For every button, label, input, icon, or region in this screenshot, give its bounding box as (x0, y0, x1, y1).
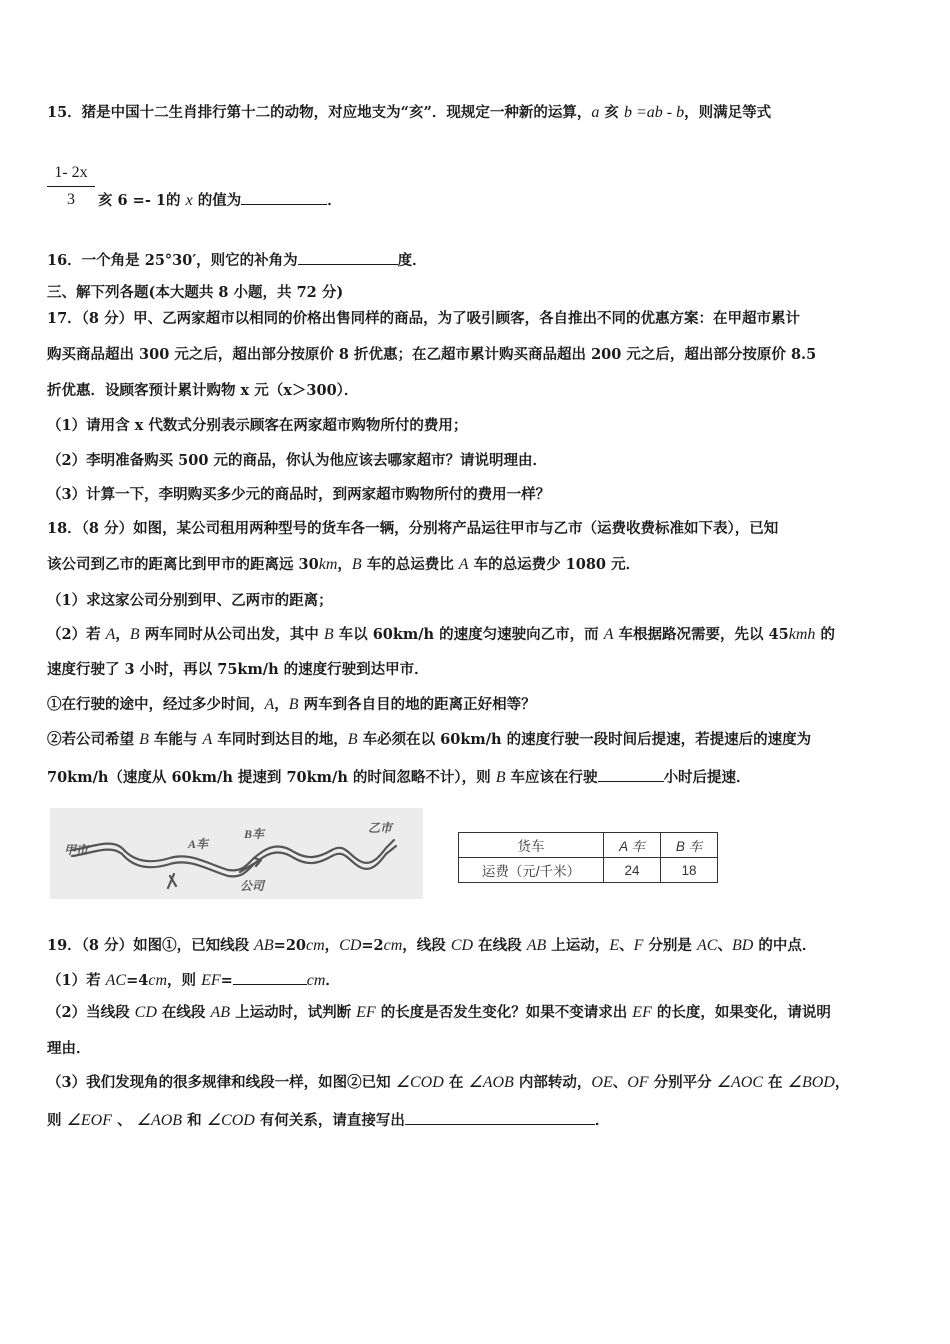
section-heading: 三、解下列各题(本大题共 8 小题，共 72 分) (47, 284, 344, 301)
q19-part3-line1: （3）我们发现角的很多规律和线段一样，如图②已知 ∠COD 在 ∠AOB 内部转动，OE、OF 分别平分 ∠AOC 在 ∠BOD， (47, 1074, 850, 1091)
route-map-figure (50, 808, 423, 899)
q15-var-a: a (591, 104, 600, 121)
table-header-row (459, 833, 718, 858)
header-cell: B 车 (661, 833, 718, 858)
q18-part2-line1: （2）若 A，B 两车同时从公司出发，其中 B 车以 60km/h 的速度匀速驶向乙市，而 A 车根据路况需要，先以 45kmh 的 (47, 626, 835, 643)
label-company: 公司 (240, 879, 265, 893)
table-cell: 运费（元/千米） (459, 858, 604, 883)
label-a-car: A车 (188, 837, 209, 851)
q17-intro-line2: 购买商品超出 300 元之后，超出部分按原价 8 折优惠；在乙超市累计购买商品超出 200 元之后，超出部分按原价 8.5 (47, 346, 817, 363)
q18-line1: 18．（8 分）如图，某公司租用两种型号的货车各一辆，分别将产品运往甲市与乙市（运费收费标准如下表），已知 (47, 520, 779, 537)
q18-part1: （1）求这家公司分别到甲、乙两市的距离； (47, 592, 333, 609)
q16-answer-blank[interactable] (298, 250, 398, 265)
header-cell: A 车 (604, 833, 661, 858)
q15-op-hai: 亥 (604, 104, 619, 121)
q18-sub1: ①在行驶的途中，经过多少时间，A，B 两车到各自目的地的距离正好相等？ (47, 696, 536, 713)
table-row (459, 858, 718, 883)
label-b-car: B车 (244, 827, 265, 841)
q19-part2-line2: 理由． (47, 1040, 91, 1057)
fraction-denominator: 3 (67, 191, 75, 208)
q17-part1: （1）请用含 x 代数式分别表示顾客在两家超市购物所付的费用； (47, 417, 468, 434)
q17-part2: （2）李明准备购买 500 元的商品，你认为他应该去哪家超市？请说明理由． (47, 452, 547, 469)
q19-part1: （1）若 AC=4cm，则 EF= cm． (47, 972, 340, 989)
q19-relation-blank[interactable] (405, 1110, 595, 1125)
route-map-drawing (50, 808, 423, 899)
q15-equation: 亥 6 =- 1 (98, 192, 166, 209)
q15-answer-blank[interactable] (241, 190, 327, 205)
q15-fraction (47, 164, 95, 209)
q17-intro-line3: 折优惠．设顾客预计累计购物 x 元（x＞300）． (47, 382, 359, 399)
q17-intro-line1: 17．（8 分）甲、乙两家超市以相同的价格出售同样的商品，为了吸引顾客，各自推出不同的优惠方案：在甲超市累计 (47, 310, 801, 327)
freight-fee-table (458, 832, 718, 883)
fraction-numerator: 1- 2x (47, 164, 95, 187)
table-cell: 24 (604, 858, 661, 883)
q15-line2: 亥 6 =- 1的 x 的值为 ． (98, 192, 342, 209)
q17-part3: （3）计算一下，李明购买多少元的商品时，到两家超市购物所付的费用一样？ (47, 486, 551, 503)
q15-var-b: b (623, 104, 632, 121)
q15-line1: 15．猪是中国十二生肖排行第十二的动物，对应地支为“亥”．现规定一种新的运算，a 亥 b =ab - b，则满足等式 (47, 104, 772, 121)
table-cell: 18 (661, 858, 718, 883)
tree-mark (168, 874, 176, 888)
label-yi-city: 乙市 (368, 821, 393, 835)
q19-part2-line1: （2）当线段 CD 在线段 AB 上运动时，试判断 EF 的长度是否发生变化？如果不变请求出 EF 的长度，如果变化，请说明 (47, 1004, 831, 1021)
q16-line: 16．一个角是 25°30′，则它的补角为 度． (47, 252, 427, 269)
header-cell: 货车 (459, 833, 604, 858)
q19-part3-line2: 则 ∠EOF 、 ∠AOB 和 ∠COD 有何关系，请直接写出 ． (47, 1112, 610, 1129)
q18-answer-blank[interactable] (598, 767, 664, 782)
q15-expr: =ab - b (631, 104, 685, 121)
label-jia-city: 甲市 (64, 843, 89, 857)
q19-line1: 19．（8 分）如图①，已知线段 AB=20cm，CD=2cm，线段 CD 在线段 AB 上运动，E、F 分别是 AC、BD 的中点． (47, 937, 817, 954)
q18-line2: 该公司到乙市的距离比到甲市的距离远 30km，B 车的总运费比 A 车的总运费少 1080 元． (47, 556, 641, 573)
q19-answer-blank[interactable] (233, 970, 307, 985)
q18-sub2-line1: ②若公司希望 B 车能与 A 车同时到达目的地，B 车必须在以 60km/h 的速度行驶一段时间后提速，若提速后的速度为 (47, 731, 812, 748)
q18-part2-line2: 速度行驶了 3 小时，再以 75km/h 的速度行驶到达甲市． (47, 661, 429, 678)
q18-sub2-line2: 70km/h（速度从 60km/h 提速到 70km/h 的时间忽略不计），则 B 车应该在行驶 小时后提速． (47, 769, 751, 786)
